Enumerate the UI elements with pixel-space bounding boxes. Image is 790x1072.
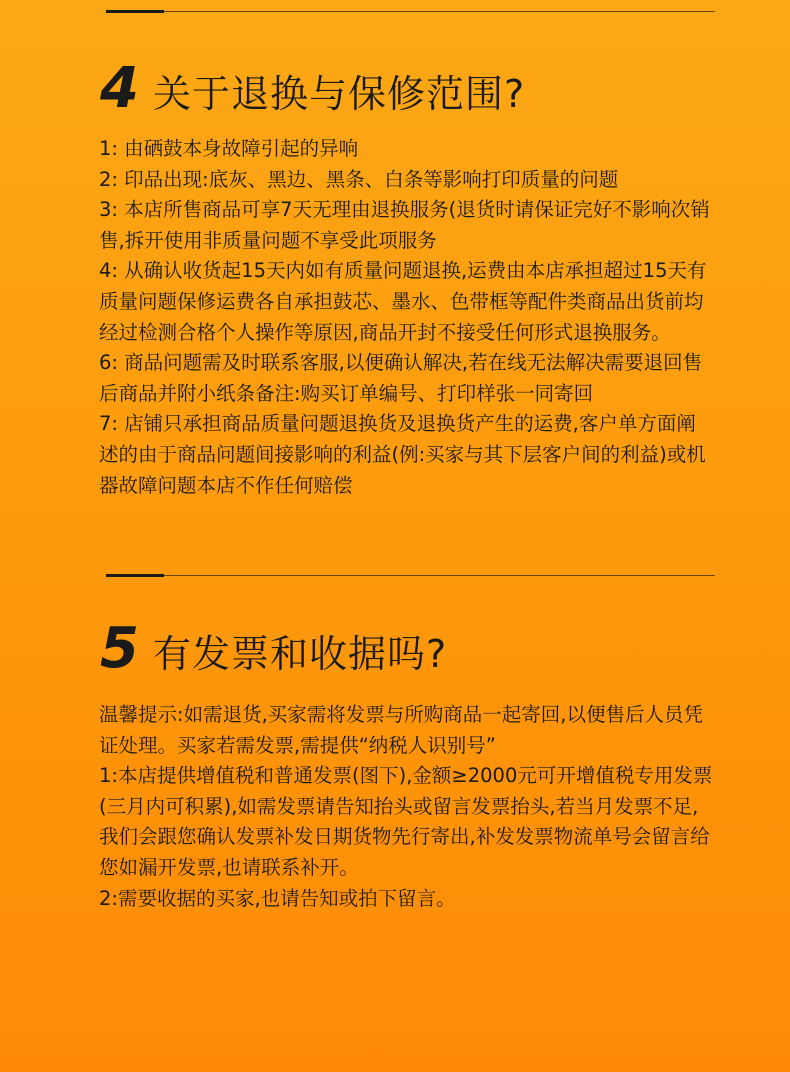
section-5-paragraph: 2:需要收据的买家,也请告知或拍下留言。	[99, 886, 456, 910]
section-5-body	[99, 700, 715, 914]
section-4-paragraph: 6: 商品问题需及时联系客服,以便确认解决,若在线无法解决需要退回售后商品并附小纸条备注:购买订单编号、打印样张一同寄回	[99, 351, 703, 405]
section-4-number: 4	[100, 56, 139, 121]
divider-accent	[106, 10, 164, 13]
section-4-heading	[100, 54, 525, 124]
divider-line	[106, 575, 715, 576]
section-5-paragraph: 1:本店提供增值税和普通发票(图下),金额≥2000元可开增值税专用发票(三月内可积累),如需发票请告知抬头或留言发票抬头,若当月发票不足,我们会跟您确认发票补发日期货物先行寄出,补发发票物流单号会留言给您如漏开发票,也请联系补开。	[99, 764, 713, 879]
section-5-title: 有发票和收据吗?	[152, 632, 448, 676]
section-5-paragraph: 温馨提示:如需退货,买家需将发票与所购商品一起寄回,以便售后人员凭证处理。买家若需发票,需提供“纳税人识别号”	[99, 703, 703, 757]
section-4-body	[99, 134, 715, 501]
section-4-paragraph: 4: 从确认收货起15天内如有质量问题退换,运费由本店承担超过15天有质量问题保修运费各自承担鼓芯、墨水、色带框等配件类商品出货前均经过检测合格个人操作等原因,商品开封不接受任何形式退换服务。	[99, 259, 707, 344]
section-5-heading	[100, 614, 447, 684]
section-4-paragraph: 2: 印品出现:底灰、黑边、黑条、白条等影响打印质量的问题	[99, 167, 619, 191]
section-5-top-divider	[106, 574, 715, 577]
section-4-paragraph: 1: 由硒鼓本身故障引起的异响	[99, 137, 359, 160]
section-4-paragraph: 3: 本店所售商品可享7天无理由退换服务(退货时请保证完好不影响次销售,拆开使用非质量问题不享受此项服务	[99, 198, 710, 252]
divider-line	[106, 11, 715, 12]
section-5-number: 5	[100, 616, 139, 681]
section-4-paragraph: 7: 店铺只承担商品质量问题退换货及退换货产生的运费,客户单方面阐述的由于商品问题间接影响的利益(例:买家与其下层客户间的利益)或机器故障问题本店不作任何赔偿	[99, 412, 706, 497]
section-4-top-divider	[106, 10, 715, 13]
section-4-title: 关于退换与保修范围?	[152, 72, 526, 116]
divider-accent	[106, 574, 164, 577]
